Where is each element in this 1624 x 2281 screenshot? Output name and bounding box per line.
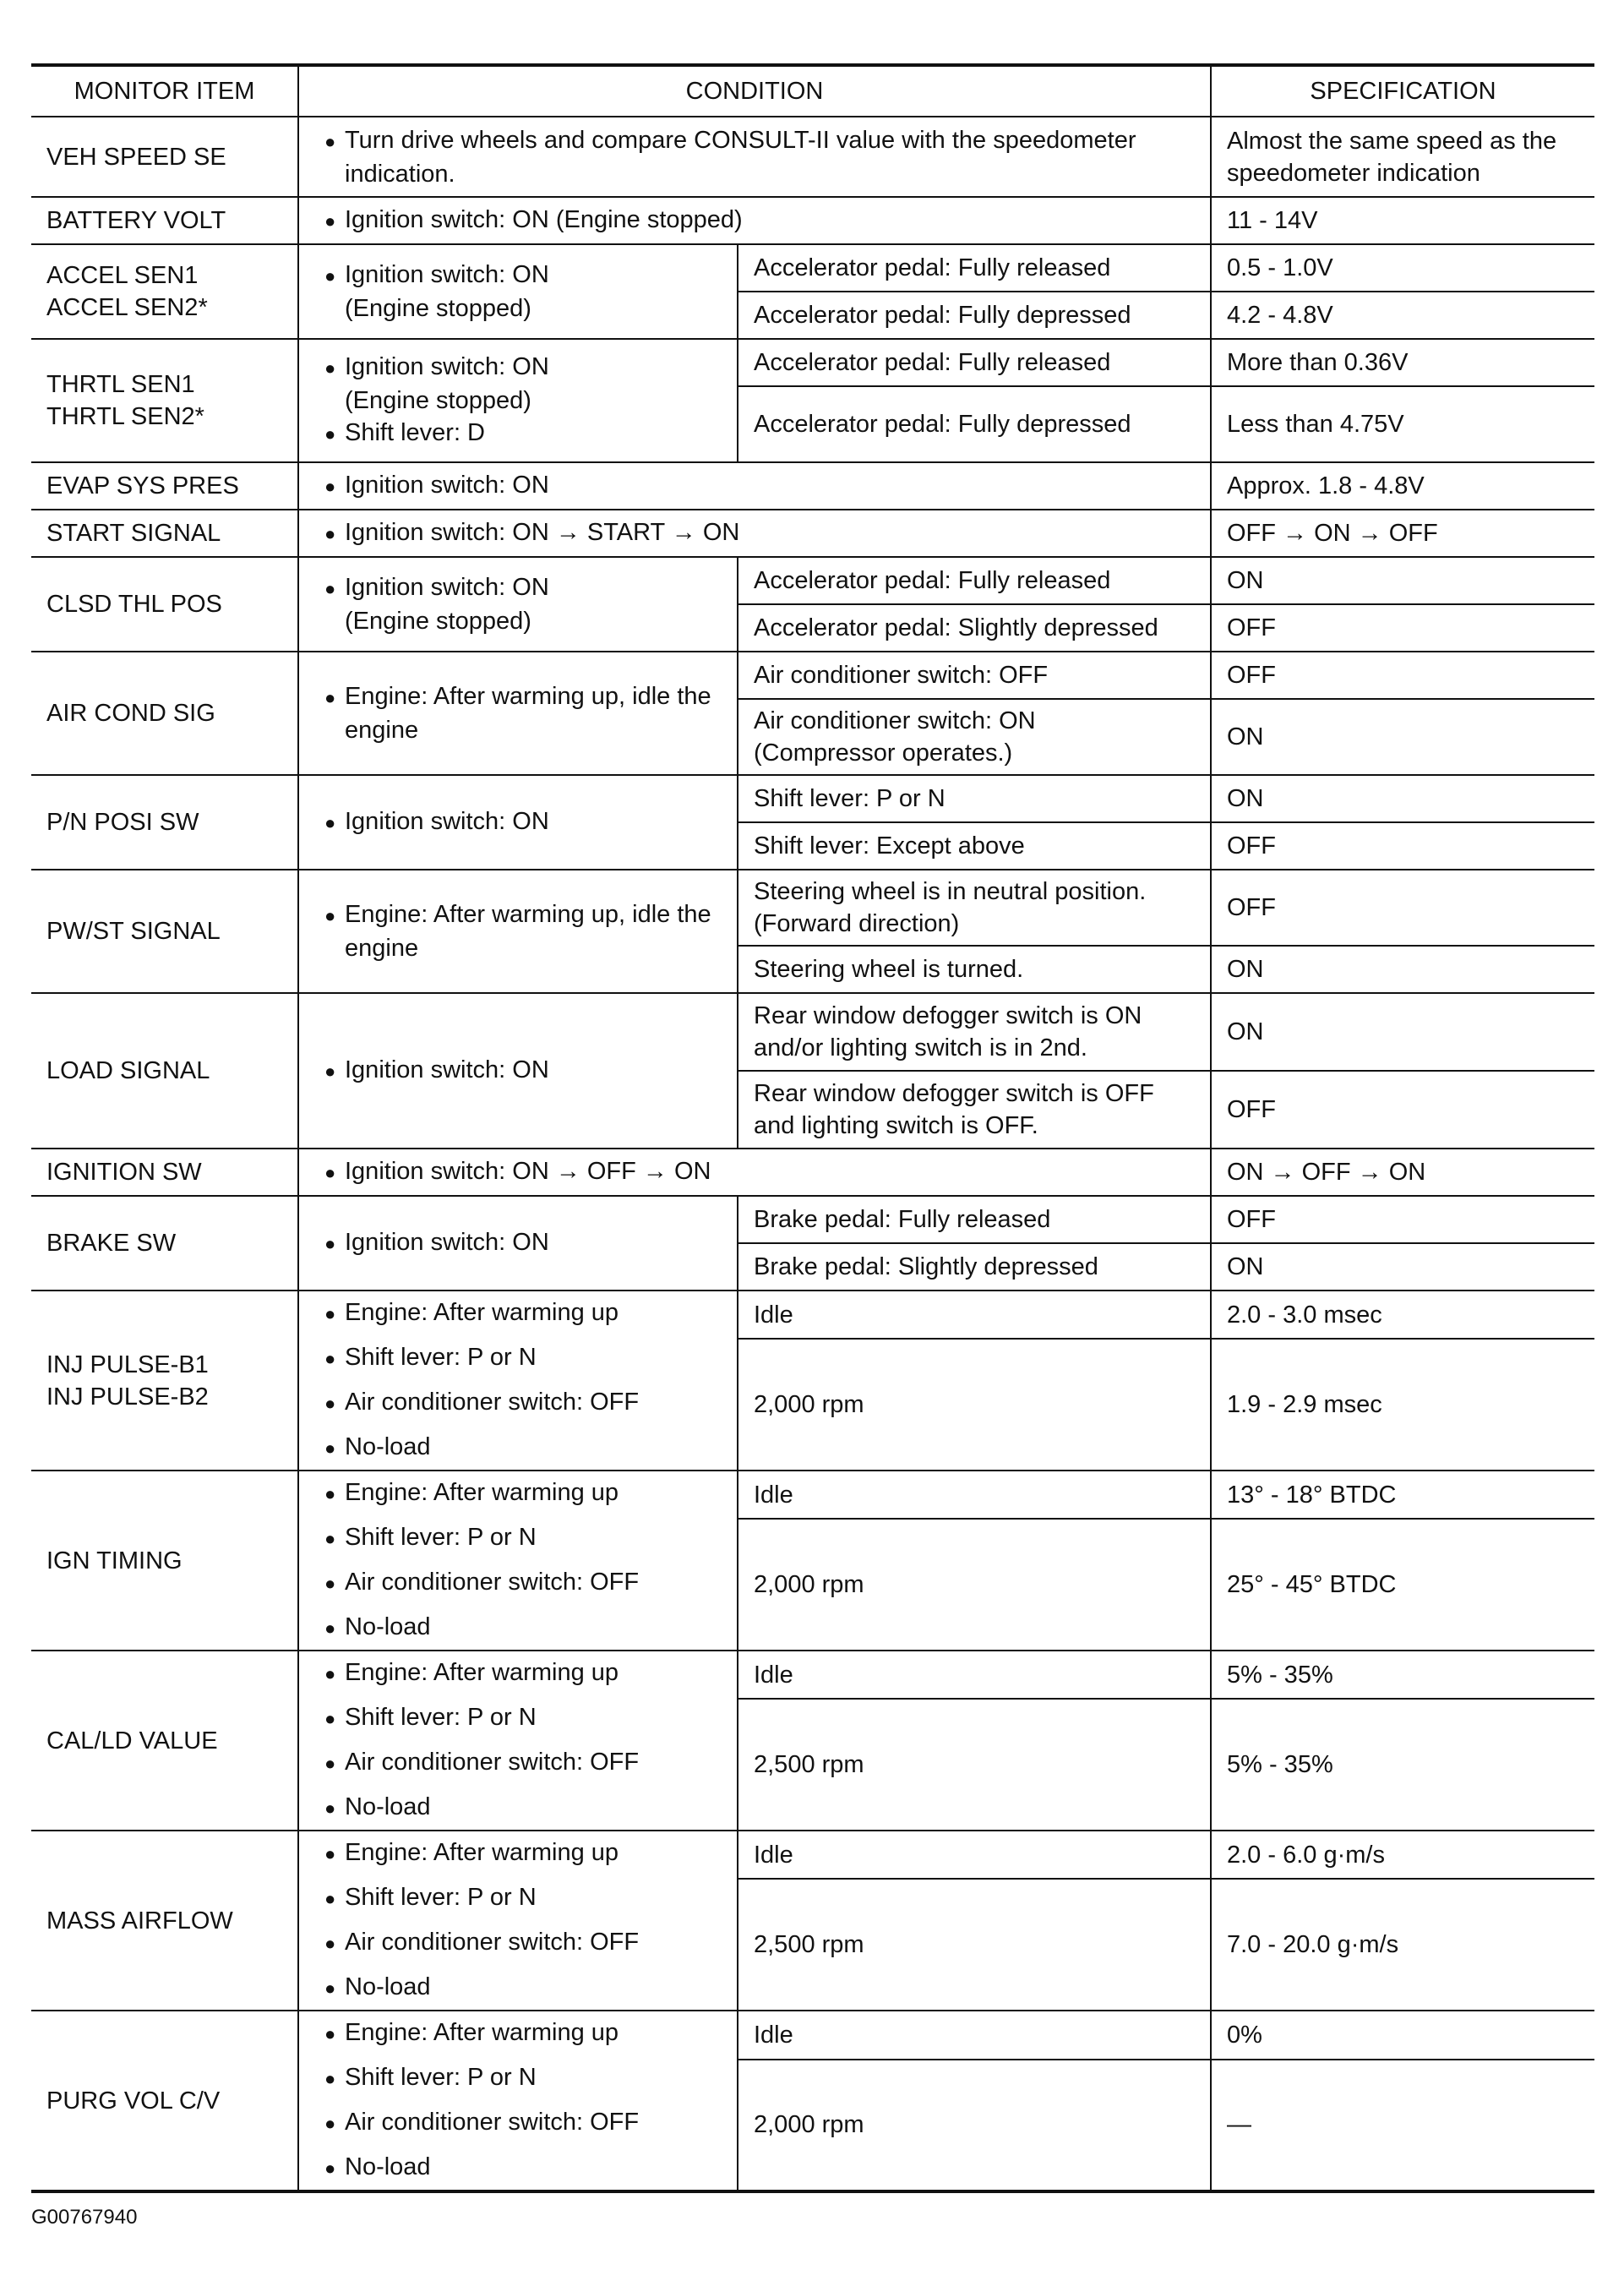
spec-cell: 0.5 - 1.0V xyxy=(1211,244,1594,292)
monitor-spec-table xyxy=(31,63,1594,2193)
spec-cell: ON xyxy=(1211,1243,1594,1291)
sub-condition-cell: Air conditioner switch: OFF xyxy=(738,652,1211,699)
spec-cell: OFF → ON → OFF xyxy=(1211,510,1594,557)
monitor-item: INJ PULSE-B1 INJ PULSE-B2 xyxy=(31,1291,298,1471)
spec-cell: ON xyxy=(1211,775,1594,822)
condition-cell: ● Ignition switch: ON xyxy=(298,462,1211,510)
condition-cell: ● Ignition switch: ON → OFF → ON xyxy=(298,1149,1211,1196)
monitor-item: PURG VOL C/V xyxy=(31,2011,298,2191)
spec-cell: ON → OFF → ON xyxy=(1211,1149,1594,1196)
condition-cell: ● Ignition switch: ON (Engine stopped) xyxy=(298,197,1211,244)
table-row xyxy=(31,775,1594,822)
condition-cell: ● Engine: After warming up, idle the engine xyxy=(298,870,738,993)
monitor-item: BRAKE SW xyxy=(31,1196,298,1291)
sub-condition-cell: Accelerator pedal: Fully depressed xyxy=(738,292,1211,339)
spec-cell: OFF xyxy=(1211,652,1594,699)
table-row xyxy=(31,244,1594,292)
condition-cell: ● Engine: After warming up ● Shift lever: P or N ● Air conditioner switch: OFF ● No-load xyxy=(298,1651,738,1831)
sub-condition-cell: Accelerator pedal: Fully depressed xyxy=(738,386,1211,462)
table-row xyxy=(31,117,1594,197)
spec-cell: 7.0 - 20.0 g·m/s xyxy=(1211,1879,1594,2011)
spec-cell: 5% - 35% xyxy=(1211,1699,1594,1831)
condition-cell: ● Ignition switch: ON → START → ON xyxy=(298,510,1211,557)
monitor-item: VEH SPEED SE xyxy=(31,117,298,197)
spec-cell: OFF xyxy=(1211,822,1594,870)
monitor-item: THRTL SEN1 THRTL SEN2* xyxy=(31,339,298,462)
sub-condition-cell: Idle xyxy=(738,1291,1211,1339)
header-specification: SPECIFICATION xyxy=(1211,65,1594,117)
monitor-item: P/N POSI SW xyxy=(31,775,298,870)
spec-cell: 0% xyxy=(1211,2011,1594,2060)
header-condition: CONDITION xyxy=(298,65,1211,117)
table-row xyxy=(31,510,1594,557)
condition-cell: ● Engine: After warming up ● Shift lever: P or N ● Air conditioner switch: OFF ● No-load xyxy=(298,1291,738,1471)
spec-cell: ON xyxy=(1211,993,1594,1071)
spec-cell: 11 - 14V xyxy=(1211,197,1594,244)
sub-condition-cell: Idle xyxy=(738,1831,1211,1879)
spec-cell: Almost the same speed as the speedometer indication xyxy=(1211,117,1594,197)
table-row xyxy=(31,993,1594,1071)
spec-cell: More than 0.36V xyxy=(1211,339,1594,386)
spec-cell: OFF xyxy=(1211,1071,1594,1149)
sub-condition-cell: Brake pedal: Fully released xyxy=(738,1196,1211,1243)
spec-cell: 1.9 - 2.9 msec xyxy=(1211,1339,1594,1471)
spec-cell: Approx. 1.8 - 4.8V xyxy=(1211,462,1594,510)
monitor-item: AIR COND SIG xyxy=(31,652,298,775)
monitor-item: IGNITION SW xyxy=(31,1149,298,1196)
sub-condition-cell: Shift lever: Except above xyxy=(738,822,1211,870)
condition-cell: ● Engine: After warming up ● Shift lever: P or N ● Air conditioner switch: OFF ● No-load xyxy=(298,1471,738,1651)
spec-cell: 25° - 45° BTDC xyxy=(1211,1519,1594,1651)
sub-condition-cell: Idle xyxy=(738,2011,1211,2060)
sub-condition-cell: 2,500 rpm xyxy=(738,1879,1211,2011)
monitor-item: CLSD THL POS xyxy=(31,557,298,652)
condition-cell: ● Ignition switch: ON xyxy=(298,993,738,1149)
condition-cell: ● Ignition switch: ON (Engine stopped) xyxy=(298,557,738,652)
spec-cell: 5% - 35% xyxy=(1211,1651,1594,1699)
condition-cell: ● Engine: After warming up ● Shift lever: P or N ● Air conditioner switch: OFF ● No-load xyxy=(298,1831,738,2011)
table-row xyxy=(31,1651,1594,1699)
spec-cell: OFF xyxy=(1211,870,1594,946)
spec-cell: 2.0 - 3.0 msec xyxy=(1211,1291,1594,1339)
sub-condition-cell: 2,000 rpm xyxy=(738,1519,1211,1651)
sub-condition-cell: Accelerator pedal: Slightly depressed xyxy=(738,604,1211,652)
monitor-item: LOAD SIGNAL xyxy=(31,993,298,1149)
sub-condition-cell: 2,500 rpm xyxy=(738,1699,1211,1831)
monitor-item: ACCEL SEN1 ACCEL SEN2* xyxy=(31,244,298,339)
spec-cell: ON xyxy=(1211,557,1594,604)
spec-cell: OFF xyxy=(1211,604,1594,652)
sub-condition-cell: Rear window defogger switch is ON and/or lighting switch is in 2nd. xyxy=(738,993,1211,1071)
condition-cell: ● Engine: After warming up ● Shift lever: P or N ● Air conditioner switch: OFF ● No-load xyxy=(298,2011,738,2191)
monitor-item: PW/ST SIGNAL xyxy=(31,870,298,993)
condition-cell: ● Turn drive wheels and compare CONSULT-II value with the speedometer indication. xyxy=(298,117,1211,197)
sub-condition-cell: Rear window defogger switch is OFF and lighting switch is OFF. xyxy=(738,1071,1211,1149)
spec-cell: 4.2 - 4.8V xyxy=(1211,292,1594,339)
table-row xyxy=(31,1149,1594,1196)
table-row xyxy=(31,870,1594,946)
sub-condition-cell: Idle xyxy=(738,1651,1211,1699)
sub-condition-cell: Steering wheel is turned. xyxy=(738,946,1211,993)
sub-condition-cell: Idle xyxy=(738,1471,1211,1519)
table-row xyxy=(31,652,1594,699)
condition-cell: ● Ignition switch: ON (Engine stopped) ● Shift lever: D xyxy=(298,339,738,462)
spec-cell: ON xyxy=(1211,946,1594,993)
spec-cell: 2.0 - 6.0 g·m/s xyxy=(1211,1831,1594,1879)
table-header-row xyxy=(31,65,1594,117)
table-row xyxy=(31,557,1594,604)
condition-cell: ● Ignition switch: ON xyxy=(298,775,738,870)
header-monitor-item: MONITOR ITEM xyxy=(31,65,298,117)
spec-cell: OFF xyxy=(1211,1196,1594,1243)
monitor-item: IGN TIMING xyxy=(31,1471,298,1651)
table-row xyxy=(31,2011,1594,2060)
sub-condition-cell: 2,000 rpm xyxy=(738,1339,1211,1471)
condition-cell: ● Ignition switch: ON (Engine stopped) xyxy=(298,244,738,339)
sub-condition-cell: Shift lever: P or N xyxy=(738,775,1211,822)
condition-cell: ● Engine: After warming up, idle the engine xyxy=(298,652,738,775)
table-row xyxy=(31,339,1594,386)
monitor-item: MASS AIRFLOW xyxy=(31,1831,298,2011)
sub-condition-cell: Accelerator pedal: Fully released xyxy=(738,339,1211,386)
monitor-item: START SIGNAL xyxy=(31,510,298,557)
table-row xyxy=(31,1291,1594,1339)
condition-cell: ● Ignition switch: ON xyxy=(298,1196,738,1291)
table-row xyxy=(31,1831,1594,1879)
sub-condition-cell: Steering wheel is in neutral position. (Forward direction) xyxy=(738,870,1211,946)
spec-cell: Less than 4.75V xyxy=(1211,386,1594,462)
table-row xyxy=(31,462,1594,510)
sub-condition-cell: 2,000 rpm xyxy=(738,2060,1211,2191)
spec-cell: 13° - 18° BTDC xyxy=(1211,1471,1594,1519)
table-row xyxy=(31,1471,1594,1519)
sub-condition-cell: Accelerator pedal: Fully released xyxy=(738,557,1211,604)
monitor-item: EVAP SYS PRES xyxy=(31,462,298,510)
spec-cell: ON xyxy=(1211,699,1594,775)
monitor-item: BATTERY VOLT xyxy=(31,197,298,244)
spec-cell: — xyxy=(1211,2060,1594,2191)
sub-condition-cell: Air conditioner switch: ON (Compressor operates.) xyxy=(738,699,1211,775)
table-row xyxy=(31,1196,1594,1243)
document-id: G00767940 xyxy=(31,2206,138,2229)
monitor-item: CAL/LD VALUE xyxy=(31,1651,298,1831)
sub-condition-cell: Accelerator pedal: Fully released xyxy=(738,244,1211,292)
sub-condition-cell: Brake pedal: Slightly depressed xyxy=(738,1243,1211,1291)
table-row xyxy=(31,197,1594,244)
